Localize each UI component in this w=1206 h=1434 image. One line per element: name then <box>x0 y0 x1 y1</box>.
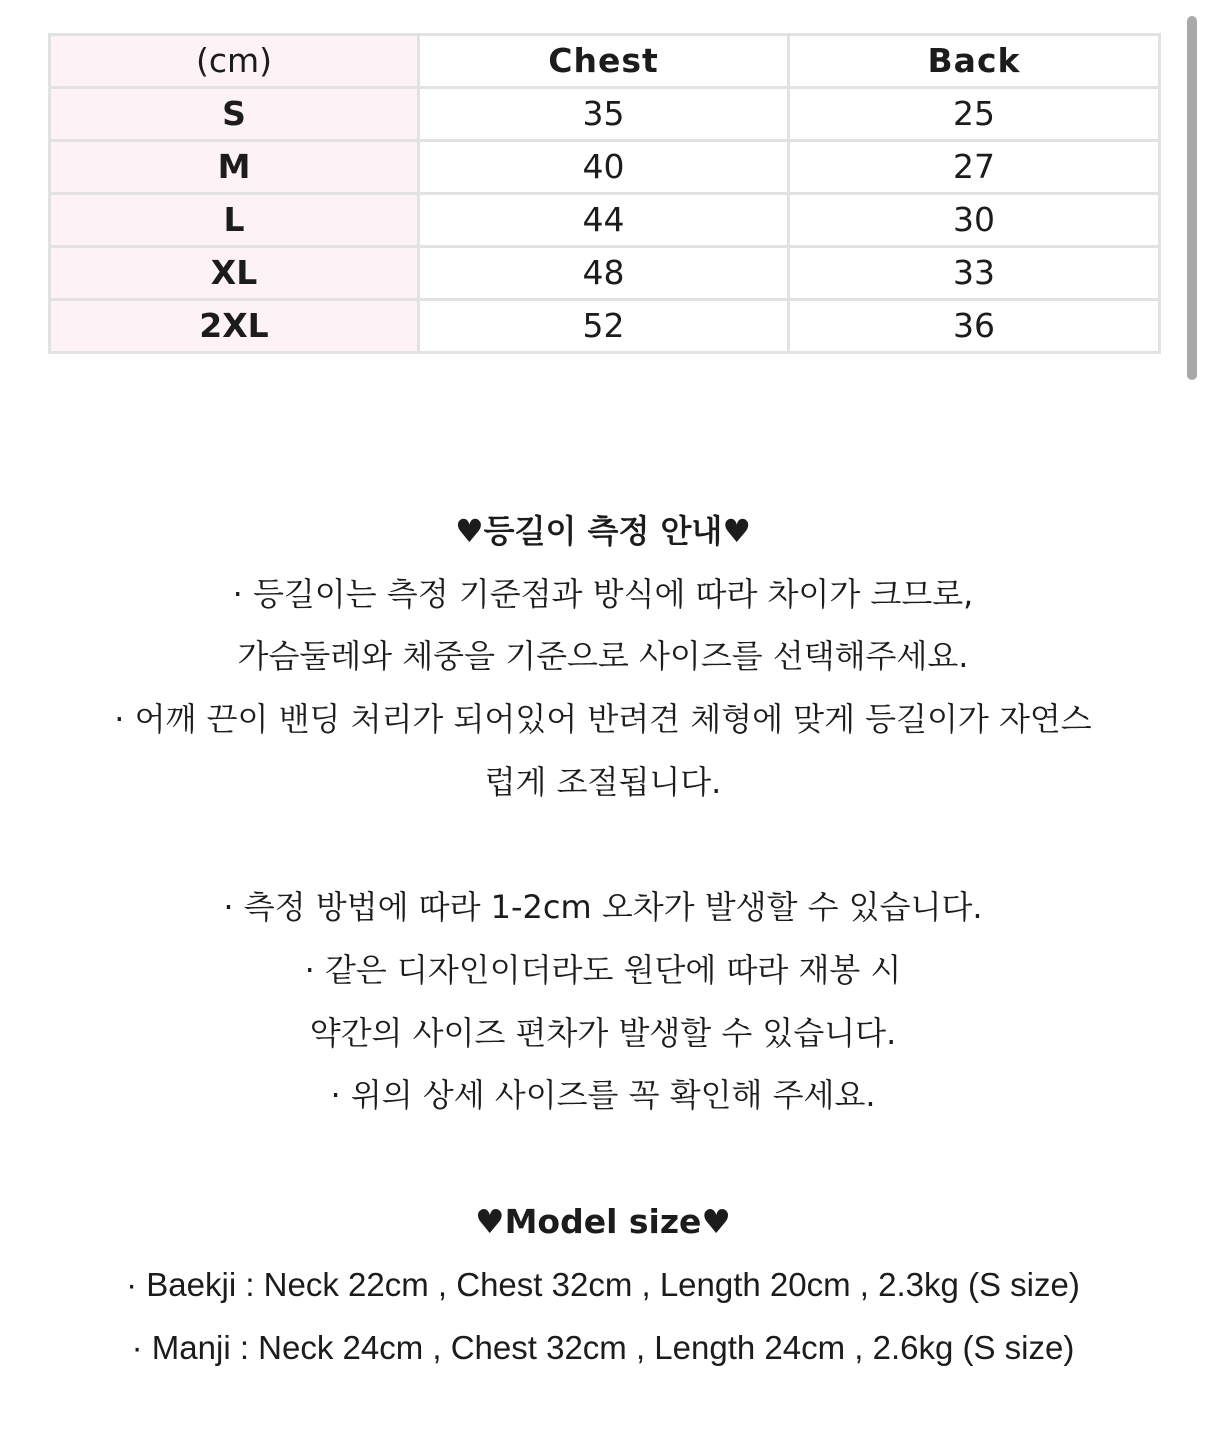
guide-line: 럽게 조절됩니다. <box>484 762 722 801</box>
size-label: S <box>50 88 419 141</box>
size-label: M <box>50 141 419 194</box>
size-label: L <box>50 194 419 247</box>
model-size-line: · Manji : Neck 24cm , Chest 32cm , Length 24cm , 2.6kg (S size) <box>131 1329 1075 1366</box>
chest-value: 40 <box>419 141 789 194</box>
notice-line: 약간의 사이즈 편차가 발생할 수 있습니다. <box>309 1013 897 1052</box>
chest-value: 44 <box>419 194 789 247</box>
unit-header: (cm) <box>50 35 419 88</box>
size-label: XL <box>50 247 419 300</box>
table-row <box>50 88 1160 141</box>
back-value: 30 <box>789 194 1160 247</box>
guide-line: 가슴둘레와 체중을 기준으로 사이즈를 선택해주세요. <box>237 637 969 676</box>
guide-line: · 등길이는 측정 기준점과 방식에 따라 차이가 크므로, <box>232 574 974 613</box>
table-row <box>50 300 1160 353</box>
back-value: 33 <box>789 247 1160 300</box>
model-size-line: · Baekji : Neck 22cm , Chest 32cm , Length 20cm , 2.3kg (S size) <box>126 1266 1080 1303</box>
back-header: Back <box>789 35 1160 88</box>
spacer <box>0 813 1206 876</box>
chest-value: 48 <box>419 247 789 300</box>
scrollbar-thumb[interactable] <box>1187 16 1197 380</box>
notice-line: · 위의 상세 사이즈를 꼭 확인해 주세요. <box>330 1076 876 1115</box>
notice-line: · 측정 방법에 따라 1-2cm 오차가 발생할 수 있습니다. <box>223 888 983 927</box>
table-row <box>50 141 1160 194</box>
back-value: 27 <box>789 141 1160 194</box>
model-size-section <box>0 1190 1206 1379</box>
chest-value: 35 <box>419 88 789 141</box>
table-row <box>50 247 1160 300</box>
guide-line: · 어깨 끈이 밴딩 처리가 되어있어 반려견 체형에 맞게 등길이가 자연스 <box>114 700 1092 739</box>
size-label: 2XL <box>50 300 419 353</box>
size-table-header-row <box>50 35 1160 88</box>
back-length-guide-title: ♥등길이 측정 안내♥ <box>454 512 752 550</box>
chest-value: 52 <box>419 300 789 353</box>
back-value: 36 <box>789 300 1160 353</box>
size-table <box>48 33 1161 354</box>
chest-header: Chest <box>419 35 789 88</box>
size-notes <box>0 500 1206 1127</box>
back-value: 25 <box>789 88 1160 141</box>
table-row <box>50 194 1160 247</box>
notice-line: · 같은 디자인이더라도 원단에 따라 재봉 시 <box>304 950 902 989</box>
model-size-title: ♥Model size♥ <box>474 1202 732 1241</box>
